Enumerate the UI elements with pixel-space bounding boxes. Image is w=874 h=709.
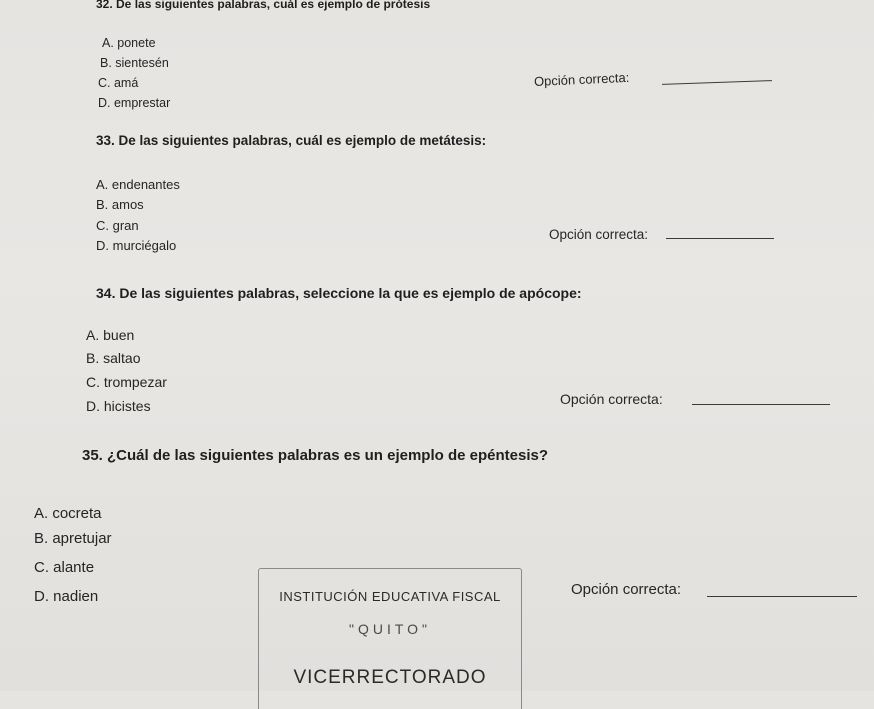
q33-correct-label: Opción correcta: xyxy=(549,227,649,242)
question-34-title: 34. De las siguientes palabras, seleccione la que es ejemplo de apócope: xyxy=(96,285,582,301)
q33-option-c[interactable]: C. gran xyxy=(96,218,139,233)
q33-option-b[interactable]: B. amos xyxy=(96,197,144,212)
q32-answer-line[interactable] xyxy=(662,80,772,85)
q35-option-b[interactable]: B. apretujar xyxy=(34,530,112,547)
question-35-title: 35. ¿Cuál de las siguientes palabras es un ejemplo de epéntesis? xyxy=(82,447,548,464)
q35-answer-line[interactable] xyxy=(707,596,857,597)
q32-option-b[interactable]: B. sientesén xyxy=(100,56,169,70)
q34-option-d[interactable]: D. hicistes xyxy=(86,398,151,414)
q32-option-a[interactable]: A. ponete xyxy=(102,36,156,50)
q34-option-c[interactable]: C. trompezar xyxy=(86,374,167,390)
q35-correct-label: Opción correcta: xyxy=(571,581,682,598)
q33-option-a[interactable]: A. endenantes xyxy=(96,177,180,192)
institution-stamp xyxy=(258,568,522,709)
q32-option-c[interactable]: C. amá xyxy=(98,76,139,90)
q34-correct-label: Opción correcta: xyxy=(560,391,663,407)
q34-option-b[interactable]: B. saltao xyxy=(86,350,141,366)
q35-option-a[interactable]: A. cocreta xyxy=(34,505,102,522)
q34-answer-line[interactable] xyxy=(692,404,830,405)
q32-option-d[interactable]: D. emprestar xyxy=(98,96,171,110)
q35-option-d[interactable]: D. nadien xyxy=(34,588,99,605)
question-33-title: 33. De las siguientes palabras, cuál es ejemplo de metátesis: xyxy=(96,133,487,148)
stamp-department: VICERRECTORADO xyxy=(293,667,487,688)
q32-correct-label: Opción correcta: xyxy=(533,69,630,89)
q34-option-a[interactable]: A. buen xyxy=(86,327,135,343)
question-32-title: 32. De las siguientes palabras, cuál es ejemplo de prótesis xyxy=(96,0,431,11)
stamp-institution-text: INSTITUCIÓN EDUCATIVA FISCAL xyxy=(279,589,501,604)
q33-answer-line[interactable] xyxy=(666,238,774,239)
stamp-school-name: "QUITO" xyxy=(348,621,432,637)
q33-option-d[interactable]: D. murciégalo xyxy=(96,238,177,253)
q35-option-c[interactable]: C. alante xyxy=(34,559,95,576)
